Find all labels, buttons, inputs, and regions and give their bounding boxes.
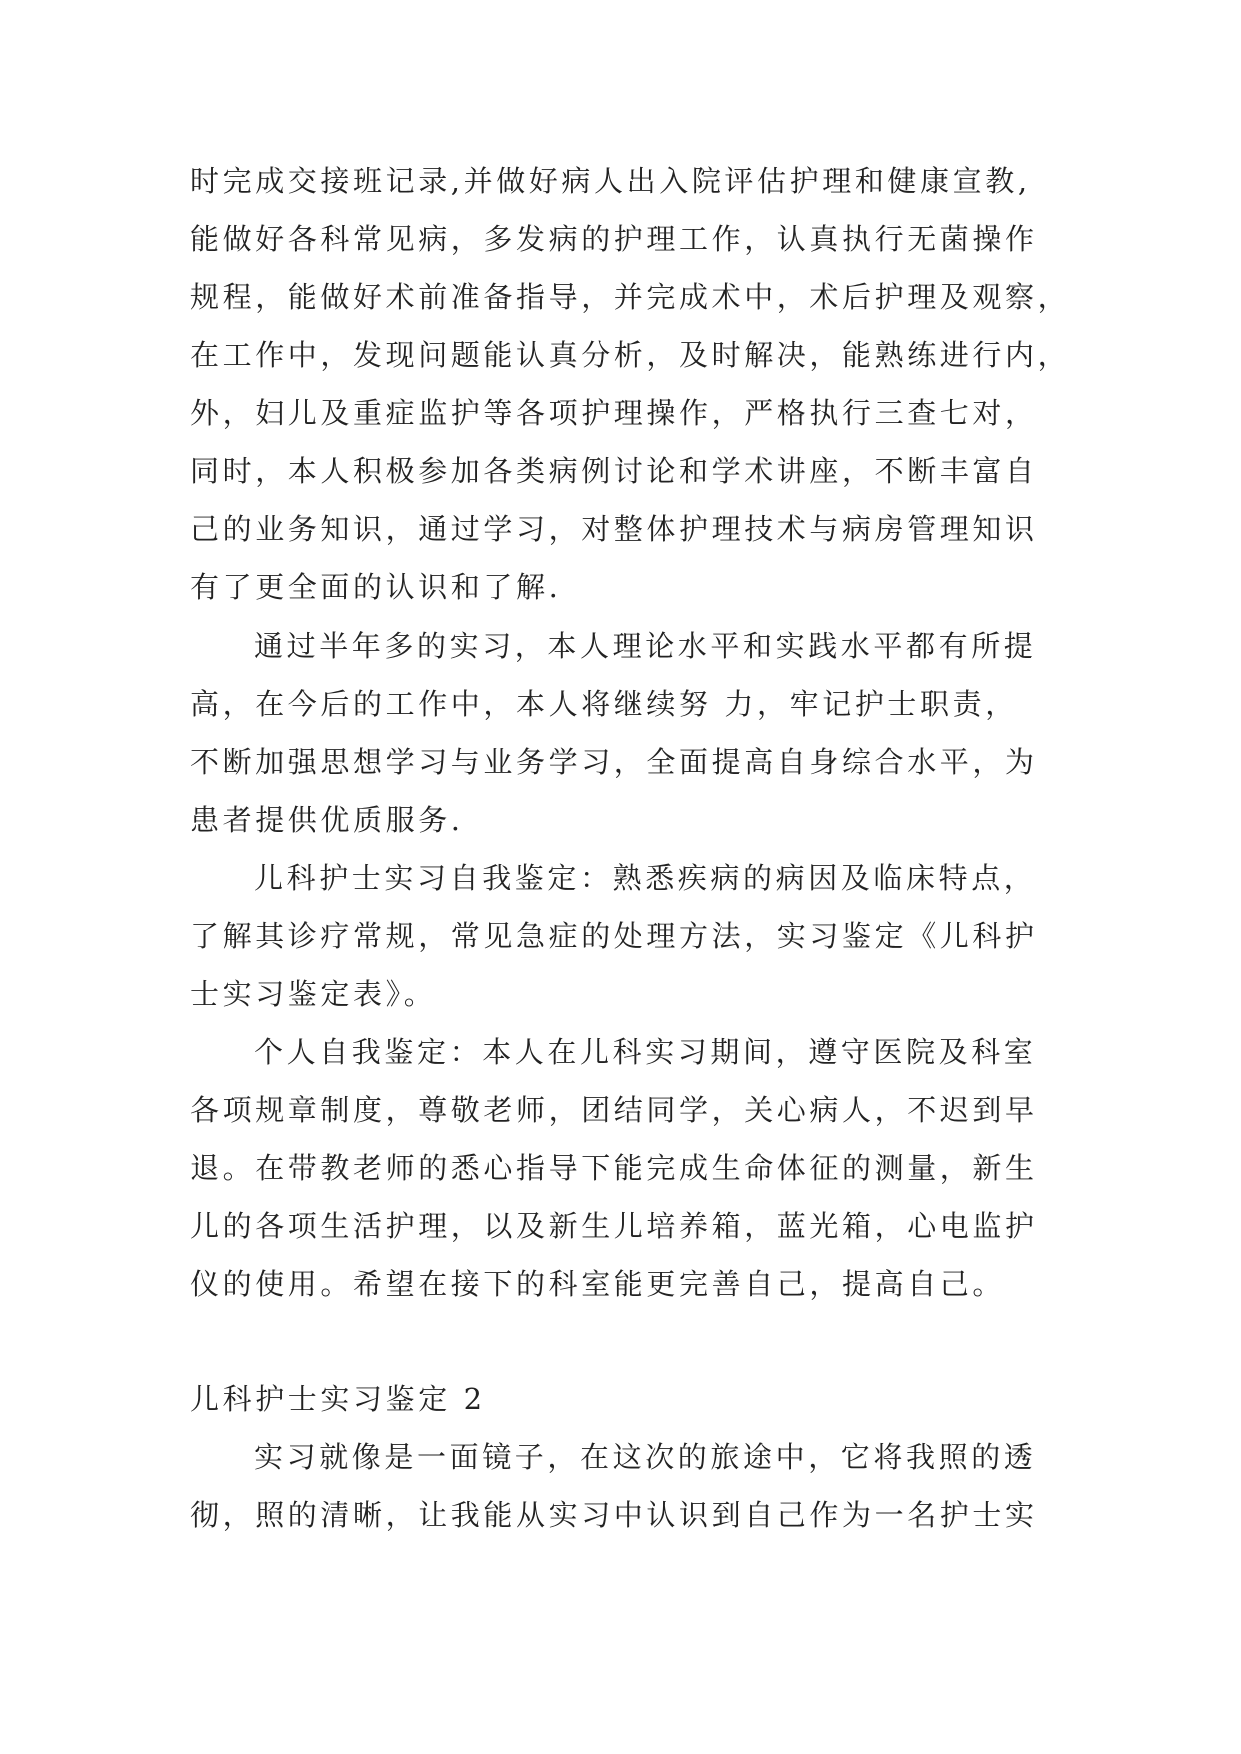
- text-line: 各项规章制度，尊敬老师，团结同学，关心病人，不迟到早: [190, 1093, 1038, 1127]
- text-line: 不断加强思想学习与业务学习，全面提高自身综合水平，为: [190, 745, 1038, 779]
- text-line: 高，在今后的工作中，本人将继续努 力，牢记护士职责，: [190, 687, 1018, 721]
- text-line: 仪的使用。希望在接下的科室能更完善自己，提高自己。: [190, 1267, 1006, 1301]
- text-line: 患者提供优质服务.: [190, 803, 464, 837]
- text-line: 通过半年多的实习，本人理论水平和实践水平都有所提: [254, 629, 1037, 663]
- paragraph-pediatric-self-assessment: [190, 849, 1080, 1023]
- text-line: 彻，照的清晰，让我能从实习中认识到自己作为一名护士实: [190, 1498, 1038, 1532]
- paragraph-continuation: [190, 152, 1080, 616]
- text-line: 了解其诊疗常规，常见急症的处理方法，实习鉴定《儿科护: [190, 919, 1038, 953]
- text-line: 能做好各科常见病，多发病的护理工作，认真执行无菌操作: [190, 222, 1038, 256]
- section-heading: [190, 1370, 1080, 1428]
- paragraph-internship-reflection: [190, 1428, 1080, 1544]
- text-line: 实习就像是一面镜子，在这次的旅途中，它将我照的透: [254, 1440, 1037, 1474]
- paragraph-summary: [190, 617, 1080, 849]
- text-line: 退。在带教老师的悉心指导下能完成生命体征的测量，新生: [190, 1151, 1038, 1185]
- paragraph-personal-self-assessment: [190, 1023, 1080, 1313]
- text-line: 时完成交接班记录,并做好病人出入院评估护理和健康宣教,: [190, 164, 1031, 198]
- text-line: 有了更全面的认识和了解.: [190, 570, 562, 604]
- text-line: 儿的各项生活护理，以及新生儿培养箱，蓝光箱，心电监护: [190, 1209, 1038, 1243]
- text-line: 士实习鉴定表》。: [190, 977, 437, 1011]
- text-line: 己的业务知识，通过学习，对整体护理技术与病房管理知识: [190, 512, 1038, 546]
- text-line: 儿科护士实习自我鉴定：熟悉疾病的病因及临床特点，: [254, 861, 1037, 895]
- text-line: 个人自我鉴定：本人在儿科实习期间，遵守医院及科室: [254, 1035, 1037, 1069]
- text-line: 同时，本人积极参加各类病例讨论和学术讲座，不断丰富自: [190, 454, 1038, 488]
- text-line: 规程，能做好术前准备指导，并完成术中，术后护理及观察，: [190, 280, 1071, 314]
- text-line: 在工作中，发现问题能认真分析，及时解决，能熟练进行内，: [190, 338, 1071, 372]
- section-title: 儿科护士实习鉴定 2: [190, 1382, 486, 1416]
- text-line: 外，妇儿及重症监护等各项护理操作，严格执行三查七对，: [190, 396, 1038, 430]
